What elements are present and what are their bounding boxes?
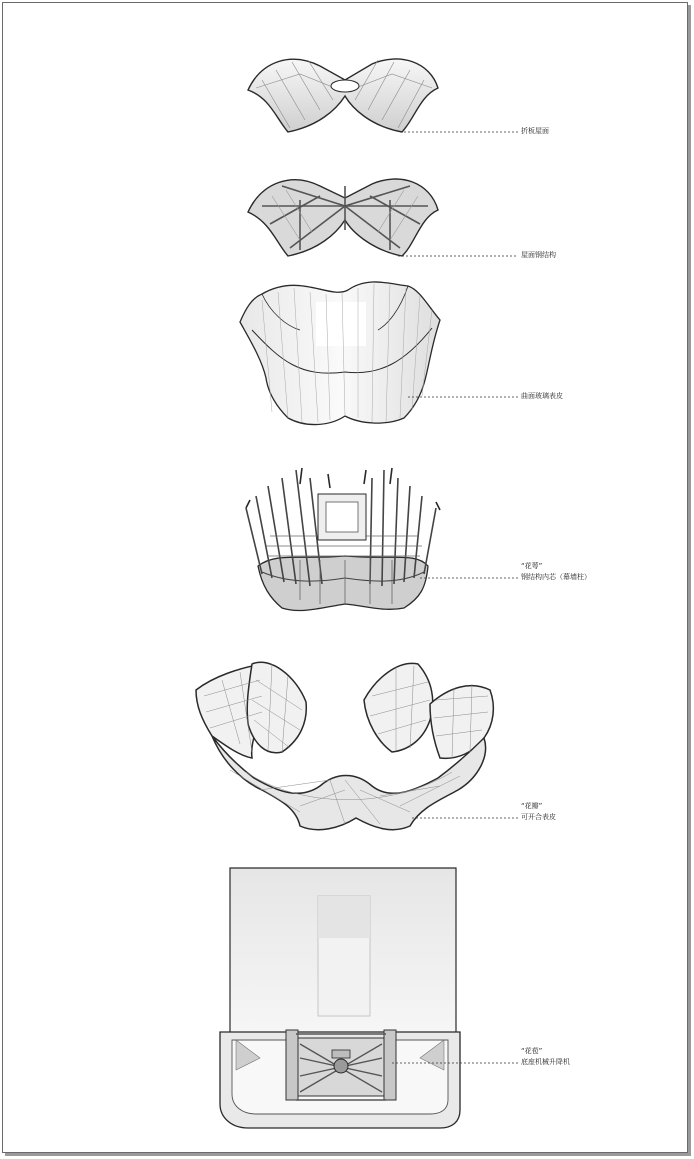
label-folded-roof: 折板屋面: [521, 127, 549, 135]
label-curved-glass-skin: 曲面玻璃表皮: [521, 392, 563, 400]
label-petal-title: “花瓣”: [521, 802, 543, 810]
label-bud-title: “花苞”: [521, 1047, 543, 1055]
petals-operable-skin-layer: [196, 662, 493, 829]
label-calyx-title: “花萼”: [521, 562, 543, 570]
roof-steel-structure-layer: [248, 179, 438, 256]
bud-base-lift-layer: [220, 868, 460, 1128]
folded-roof-layer: [248, 59, 438, 132]
label-petal-desc: 可开合表皮: [521, 813, 556, 821]
label-bud-desc: 底座机械升降机: [521, 1058, 570, 1066]
curved-glass-skin-layer: [240, 282, 440, 425]
label-calyx-desc: 钢结构内芯（幕墙柱）: [521, 573, 591, 581]
label-roof-steel-structure: 屋面钢结构: [521, 251, 556, 259]
calyx-steel-core-layer: [246, 468, 440, 611]
